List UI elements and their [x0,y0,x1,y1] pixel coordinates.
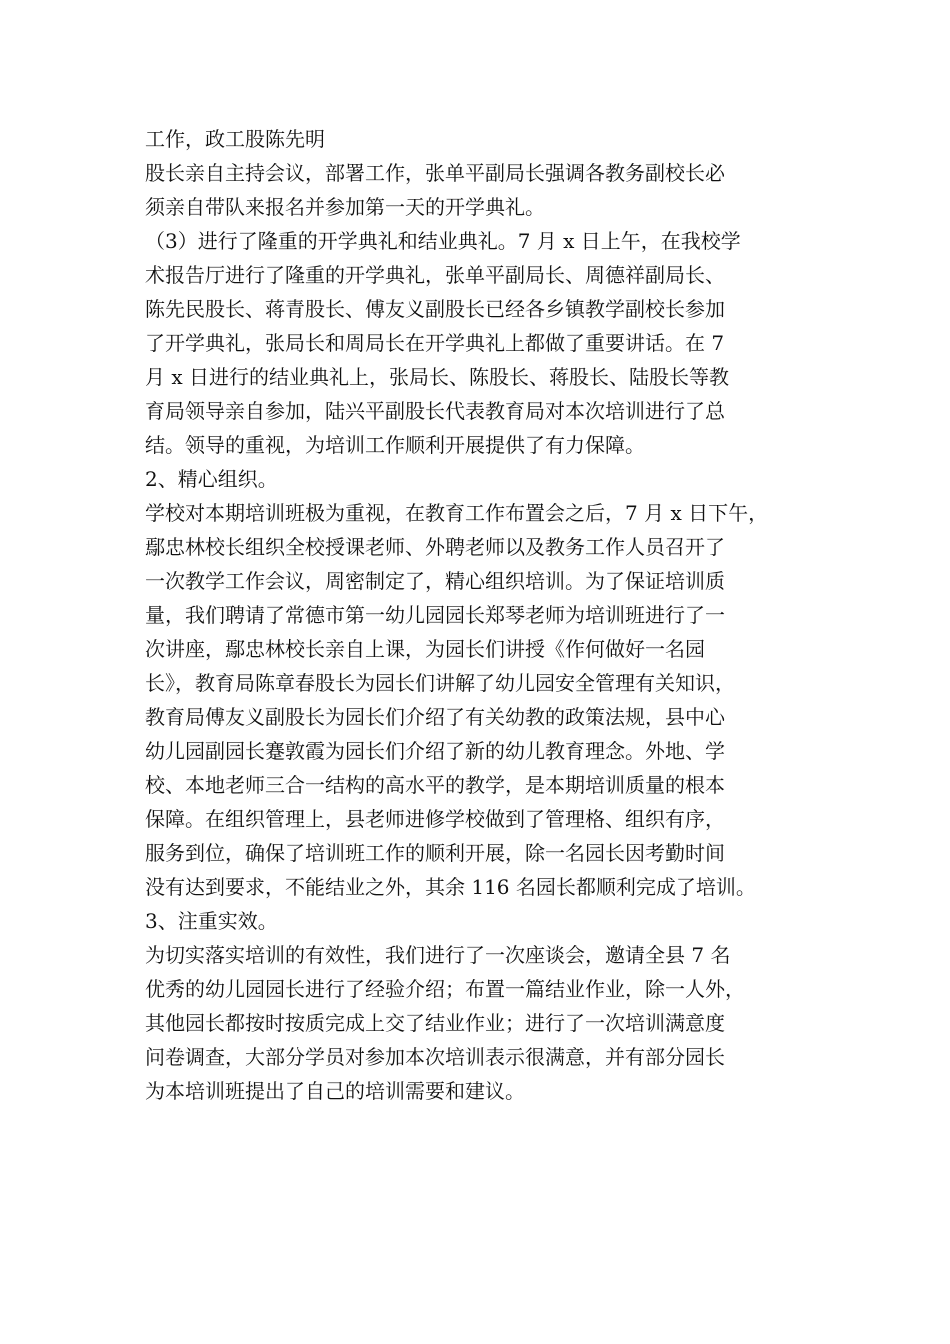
text-line: 结。领导的重视，为培训工作顺利开展提供了有力保障。 [145,433,645,457]
text-line: 保障。在组织管理上，县老师进修学校做到了管理格、组织有序， [145,807,725,831]
text-line: 一次教学工作会议，周密制定了，精心组织培训。为了保证培训质 [145,569,725,593]
text-line: 没有达到要求，不能结业之外，其余 116 名园长都顺利完成了培训。 [145,875,756,899]
section-heading: 3、注重实效。 [145,909,278,933]
text-line: 为切实落实培训的有效性，我们进行了一次座谈会，邀请全县 7 名 [145,943,731,967]
text-line: 术报告厅进行了隆重的开学典礼，张单平副局长、周德祥副局长、 [145,263,725,287]
text-line: 其他园长都按时按质完成上交了结业作业；进行了一次培训满意度 [145,1011,725,1035]
text-line: 长》，教育局陈章春股长为园长们讲解了幼儿园安全管理有关知识， [145,671,735,695]
text-line: 服务到位，确保了培训班工作的顺利开展，除一名园长因考勤时间 [145,841,725,865]
text-line: （3）进行了隆重的开学典礼和结业典礼。7 月 x 日上午，在我校学 [145,229,741,253]
text-line: 陈先民股长、蒋青股长、傅友义副股长已经各乡镇教学副校长参加 [145,297,725,321]
text-line: 问卷调查，大部分学员对参加本次培训表示很满意，并有部分园长 [145,1045,725,1069]
text-line: 次讲座，鄢忠林校长亲自上课，为园长们讲授《作何做好一名园 [145,637,705,661]
section-heading: 2、精心组织。 [145,467,278,491]
text-line: 量，我们聘请了常德市第一幼儿园园长郑琴老师为培训班进行了一 [145,603,725,627]
text-line: 优秀的幼儿园园长进行了经验介绍；布置一篇结业作业，除一人外， [145,977,745,1001]
text-line: 为本培训班提出了自己的培训需要和建议。 [145,1079,525,1103]
text-line: 月 x 日进行的结业典礼上，张局长、陈股长、蒋股长、陆股长等教 [145,365,729,389]
text-line: 幼儿园副园长蹇敦霞为园长们介绍了新的幼儿教育理念。外地、学 [145,739,725,763]
text-line: 了开学典礼，张局长和周局长在开学典礼上都做了重要讲话。在 7 [145,331,725,355]
text-line: 学校对本期培训班极为重视，在教育工作布置会之后，7 月 x 日下午， [145,501,769,525]
text-line: 股长亲自主持会议，部署工作，张单平副局长强调各教务副校长必 [145,161,725,185]
text-line: 校、本地老师三合一结构的高水平的教学，是本期培训质量的根本 [145,773,725,797]
text-line: 须亲自带队来报名并参加第一天的开学典礼。 [145,195,545,219]
text-line: 工作，政工股陈先明 [145,127,325,151]
document-body [145,122,835,1108]
text-line: 鄢忠林校长组织全校授课老师、外聘老师以及教务工作人员召开了 [145,535,725,559]
text-line: 育局领导亲自参加，陆兴平副股长代表教育局对本次培训进行了总 [145,399,725,423]
text-line: 教育局傅友义副股长为园长们介绍了有关幼教的政策法规，县中心 [145,705,725,729]
